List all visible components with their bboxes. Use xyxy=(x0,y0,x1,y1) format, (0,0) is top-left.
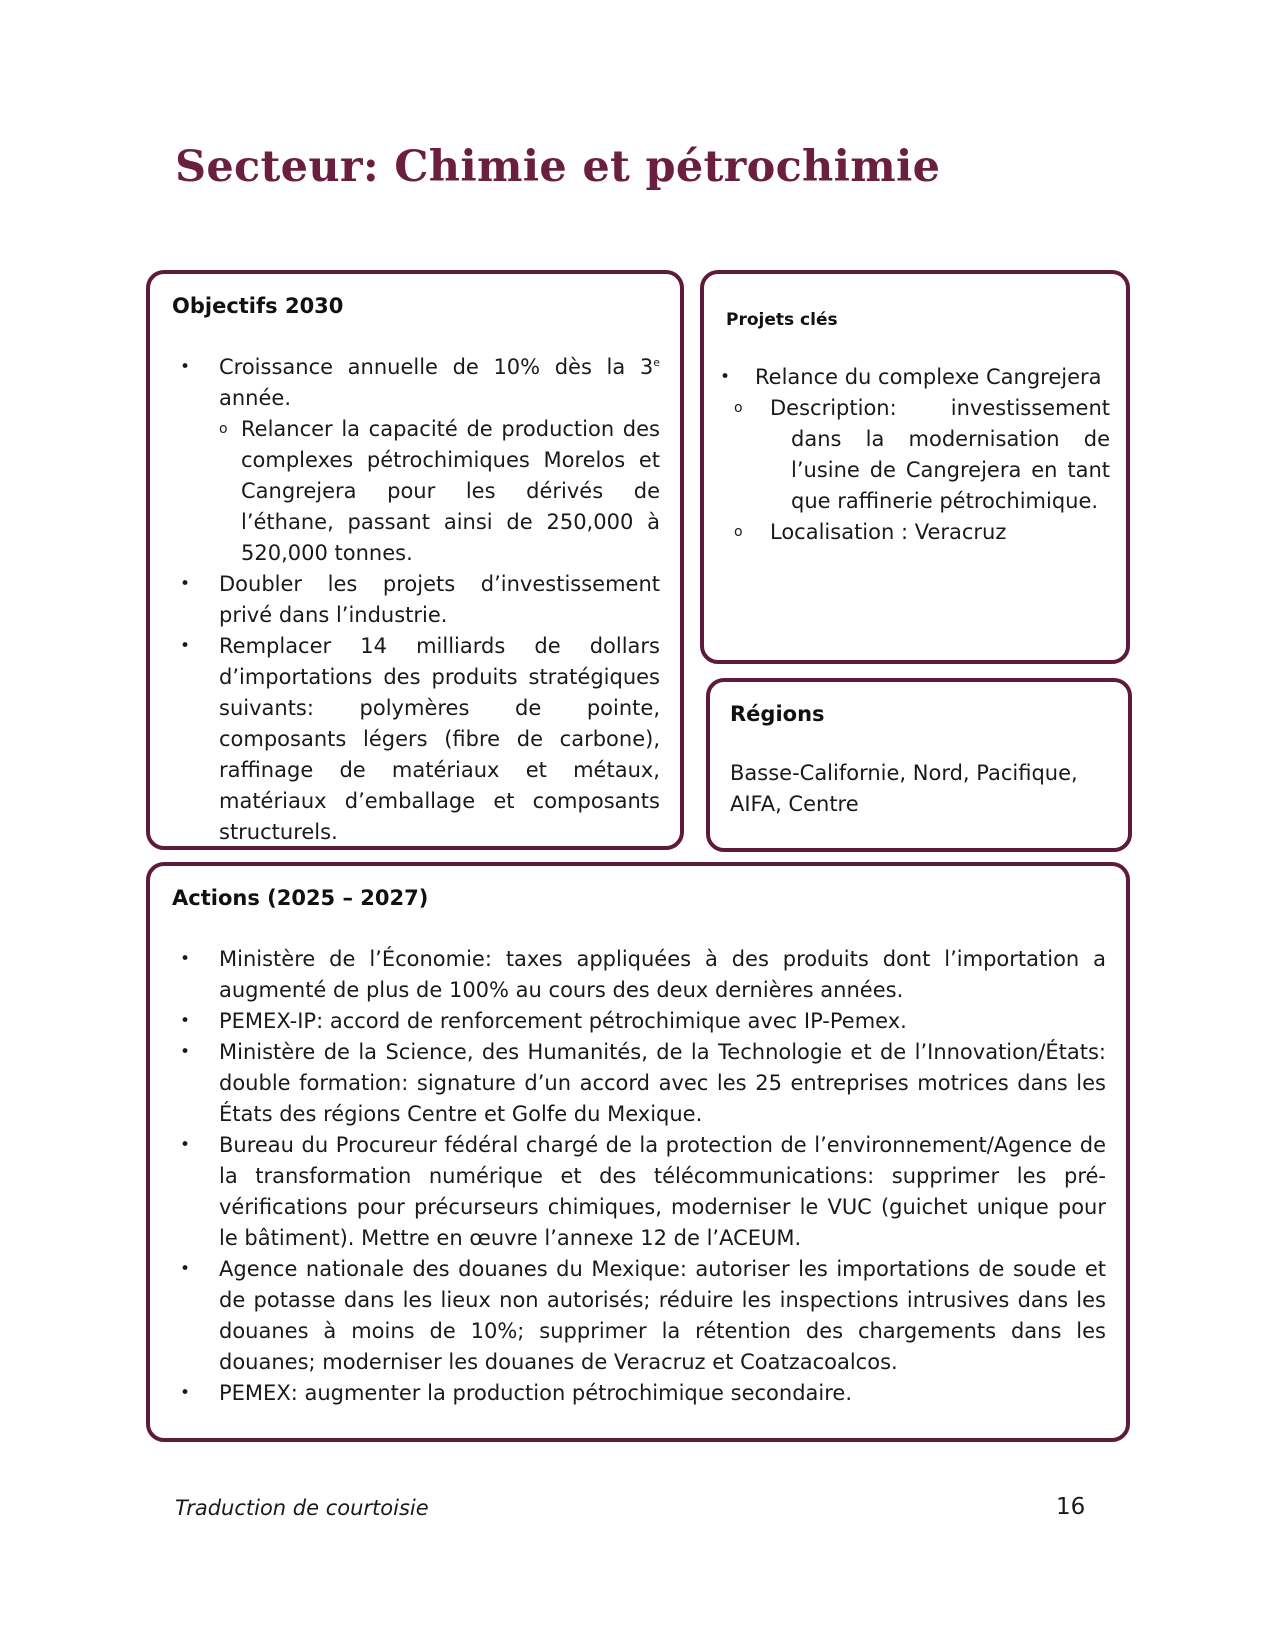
page-number: 16 xyxy=(1056,1494,1086,1520)
action-text: PEMEX: augmenter la production pétrochimique secondaire. xyxy=(219,1381,853,1405)
page-title: Secteur: Chimie et pétrochimie xyxy=(175,142,941,192)
projets-box xyxy=(700,270,1130,664)
list-item xyxy=(755,393,1110,517)
projet-title: Relance du complexe Cangrejera xyxy=(755,365,1102,389)
list-item xyxy=(174,1254,1106,1378)
regions-text: Basse-Californie, Nord, Pacifique, AIFA, Centre xyxy=(730,761,1078,816)
actions-box xyxy=(146,862,1130,1442)
list-item xyxy=(174,352,660,569)
list-item xyxy=(174,944,1106,1006)
projets-list xyxy=(714,362,1110,548)
actions-list xyxy=(174,944,1106,1409)
actions-heading: Actions (2025 – 2027) xyxy=(172,886,429,910)
objectif-growth-tail: année. xyxy=(219,386,292,410)
objectifs-heading: Objectifs 2030 xyxy=(172,294,344,318)
list-item xyxy=(714,362,1110,548)
objectif-invest-text: Doubler les projets d’investissement privé dans l’industrie. xyxy=(219,572,660,627)
objectif-sub-text: Relancer la capacité de production des complexes pétrochimiques Morelos et Cangrejera pour les dérivés de l’éthane, passant ainsi de 250,000 à 520,000 tonnes. xyxy=(241,417,660,565)
projet-location: Localisation : Veracruz xyxy=(770,520,1007,544)
objectifs-sublist xyxy=(219,414,660,569)
objectifs-list xyxy=(174,352,660,848)
projet-description: Description: investissement dans la modernisation de l’usine de Cangrejera en tant que raffinerie pétrochimique. xyxy=(770,396,1110,513)
list-item xyxy=(174,1006,1106,1037)
regions-heading: Régions xyxy=(730,702,825,726)
action-text: PEMEX-IP: accord de renforcement pétrochimique avec IP-Pemex. xyxy=(219,1009,907,1033)
list-item xyxy=(755,517,1110,548)
projets-heading: Projets clés xyxy=(726,310,838,330)
footer-note: Traduction de courtoisie xyxy=(175,1496,429,1520)
action-text: Ministère de l’Économie: taxes appliquées à des produits dont l’importation a augmenté de plus de 100% au cours des deux dernières années. xyxy=(219,947,1106,1002)
list-item xyxy=(174,631,660,848)
objectif-growth-sup: e xyxy=(653,356,660,369)
objectif-growth-text: Croissance annuelle de 10% dès la 3 xyxy=(219,355,654,379)
list-item xyxy=(174,569,660,631)
action-text: Ministère de la Science, des Humanités, de la Technologie et de l’Innovation/États: double formation: signature d’un accord avec les 25 entreprises motrices dans les États des régions Centre et Golfe du Mexique. xyxy=(219,1040,1106,1126)
projets-sublist xyxy=(755,393,1110,548)
list-item xyxy=(174,1037,1106,1130)
list-item xyxy=(174,1378,1106,1409)
list-item xyxy=(219,414,660,569)
action-text: Agence nationale des douanes du Mexique: autoriser les importations de soude et de potasse dans les lieux non autorisés; réduire les inspections intrusives dans les douanes à moins de 10%; supprimer la rétention des chargements dans les douanes; moderniser les douanes de Veracruz et Coatzacoalcos. xyxy=(219,1257,1106,1374)
objectif-import-text: Remplacer 14 milliards de dollars d’importations des produits stratégiques suivants: polymères de pointe, composants légers (fibre de carbone), raffinage de matériaux et métaux, matériaux d’emballage et composants structurels. xyxy=(219,634,660,844)
regions-box xyxy=(706,678,1132,852)
list-item xyxy=(174,1130,1106,1254)
action-text: Bureau du Procureur fédéral chargé de la protection de l’environnement/Agence de la transformation numérique et des télécommunications: supprimer les pré-vérifications pour précurseurs chimiques, moderniser le VUC (guichet unique pour le bâtiment). Mettre en œuvre l’annexe 12 de l’ACEUM. xyxy=(219,1133,1106,1250)
objectifs-box xyxy=(146,270,684,850)
